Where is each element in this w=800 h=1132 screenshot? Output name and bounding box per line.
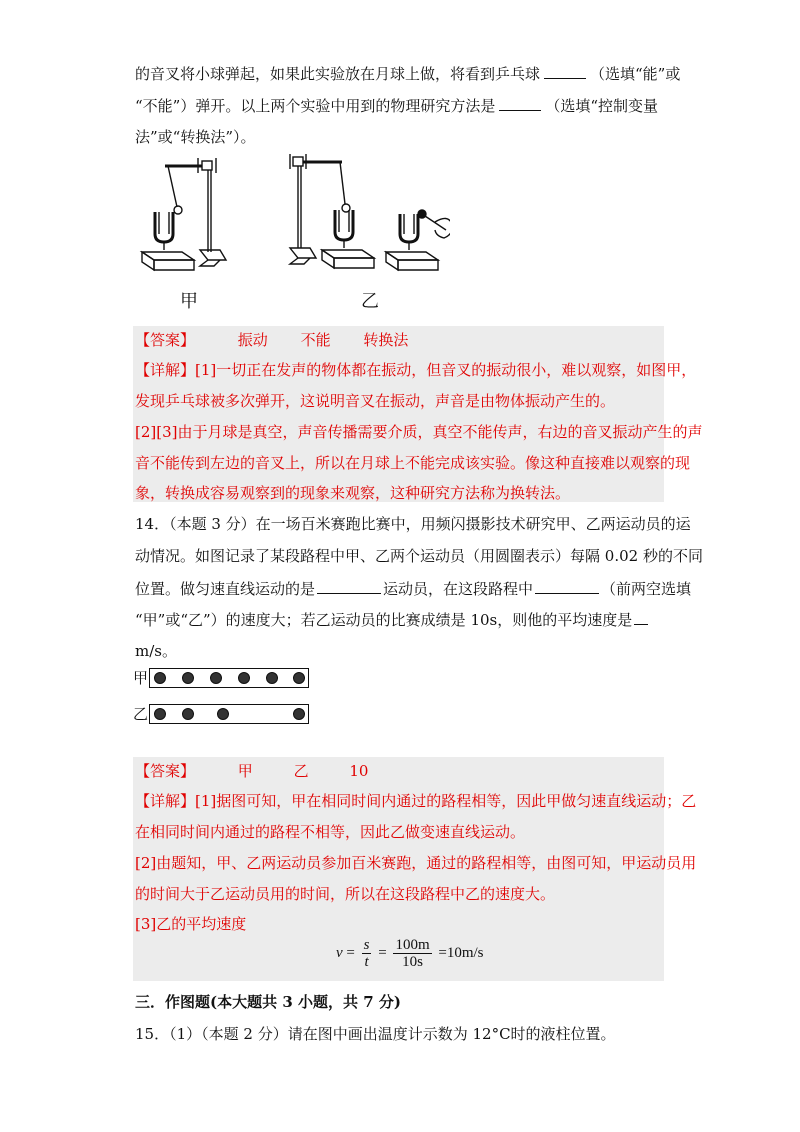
formula-den: 10s	[402, 954, 423, 970]
q14-text: 运动员，在这段路程中	[383, 580, 534, 598]
q13-blank-1[interactable]	[544, 63, 586, 79]
answer-value-1: 甲	[237, 762, 253, 780]
answer-value-1: 振动	[237, 331, 268, 349]
tuning-fork-figure	[130, 152, 450, 277]
detail-line: [2][3]由于月球是真空，声音传播需要介质，真空不能传声，右边的音叉振动产生的声	[135, 423, 703, 441]
runner-a-dot	[154, 672, 166, 684]
runner-a-dot	[238, 672, 250, 684]
q13-text: 的音叉将小球弹起，如果此实验放在月球上做，将看到乒乓球	[135, 65, 541, 83]
q14-text: （前两空选填	[601, 580, 692, 598]
formula-num: 100m	[395, 937, 430, 953]
formula-result: =10m/s	[438, 944, 484, 961]
detail-line: 在相同时间内通过的路程不相等，因此乙做变速直线运动。	[135, 823, 526, 841]
q13-blank-2[interactable]	[499, 95, 541, 111]
q14-line-2: 动情况。如图记录了某段路程中甲、乙两个运动员（用圆圈表示）每隔 0.02 秒的不同	[135, 547, 703, 565]
formula-eq: =	[378, 944, 387, 961]
runner-b-dot	[182, 708, 194, 720]
q14-text: “甲”或“乙”）的速度大；若乙运动员的比赛成绩是 10s，则他的平均速度是	[135, 611, 633, 629]
detail-line	[135, 791, 696, 811]
strip-label-b: 乙	[133, 705, 149, 723]
runner-b-strip	[149, 704, 309, 724]
q13-line-3: 法”或“转换法”）。	[135, 128, 256, 146]
q13-line-1	[135, 63, 680, 84]
section-heading: 三．作图题(本大题共 3 小题，共 7 分)	[135, 993, 401, 1011]
runner-b-dot	[154, 708, 166, 720]
answer-value-2: 不能	[300, 331, 331, 349]
q13-text: （选填“控制变量	[545, 97, 659, 115]
detail-text: [1]据图可知，甲在相同时间内通过的路程相等，因此甲做匀速直线运动；乙	[195, 792, 697, 810]
detail-line: [2]由题知，甲、乙两运动员参加百米赛跑，通过的路程相等，由图可知，甲运动员用	[135, 854, 697, 872]
detail-line: 象，转换成容易观察到的现象来观察，这种研究方法称为换转法。	[135, 484, 571, 502]
figure-label-left: 甲	[180, 291, 198, 312]
runner-b-dot	[293, 708, 305, 720]
runner-a-strip	[149, 668, 309, 688]
q14-blank-1[interactable]	[317, 578, 381, 594]
answer-value-2: 乙	[293, 762, 309, 780]
q13-text: “不能”）弹开。以上两个实验中用到的物理研究方法是	[135, 97, 496, 115]
figure-label-right: 乙	[361, 291, 379, 312]
speed-formula	[336, 937, 484, 970]
detail-line: 音不能传到左边的音叉上，所以在月球上不能完成该实验。像这种直接难以观察的现	[135, 454, 691, 472]
detail-line: 发现乒乓球被多次弹开，这说明音叉在振动，声音是由物体振动产生的。	[135, 392, 616, 410]
runner-a-dot	[293, 672, 305, 684]
formula-eq: =	[346, 944, 355, 961]
runner-a-dot	[182, 672, 194, 684]
q14-line-3	[135, 578, 691, 599]
strip-label-a: 甲	[133, 669, 149, 687]
runner-a-dot	[266, 672, 278, 684]
detail-text: [1]一切正在发声的物体都在振动，但音叉的振动很小，难以观察，如图甲，	[195, 361, 697, 379]
q15-line: 15．（1）（本题 2 分）请在图中画出温度计示数为 12°C时的液柱位置。	[135, 1025, 616, 1043]
formula-s: s	[363, 937, 370, 953]
formula-t: t	[364, 954, 369, 970]
answer-tag: 【答案】	[135, 762, 196, 780]
q14-line-4	[135, 609, 648, 630]
q14-blank-2[interactable]	[535, 578, 599, 594]
formula-v: v	[336, 944, 343, 961]
formula-frac-values	[393, 937, 431, 970]
detail-line: [3]乙的平均速度	[135, 915, 247, 933]
detail-tag: 【详解】	[135, 361, 196, 379]
q14-text: 位置。做匀速直线运动的是	[135, 580, 316, 598]
runner-b-dot	[217, 708, 229, 720]
answer-value-3: 10	[349, 762, 369, 780]
answer-box-14	[133, 757, 697, 981]
detail-line	[135, 360, 696, 380]
q14-blank-3[interactable]	[634, 609, 648, 625]
answer-box-13	[133, 326, 703, 502]
q14-line-5: m/s。	[135, 642, 177, 660]
q14-line-1: 14．（本题 3 分）在一场百米赛跑比赛中，用频闪摄影技术研究甲、乙两运动员的运	[135, 515, 691, 533]
answer-line	[135, 761, 368, 781]
answer-tag: 【答案】	[135, 331, 196, 349]
answer-line	[135, 330, 408, 350]
q13-text: （选填“能”或	[590, 65, 681, 83]
detail-tag: 【详解】	[135, 792, 196, 810]
runner-a-dot	[210, 672, 222, 684]
detail-line: 的时间大于乙运动员用的时间，所以在这段路程中乙的速度大。	[135, 885, 556, 903]
formula-frac-st	[362, 937, 372, 970]
answer-value-3: 转换法	[363, 331, 409, 349]
q13-line-2	[135, 95, 658, 116]
